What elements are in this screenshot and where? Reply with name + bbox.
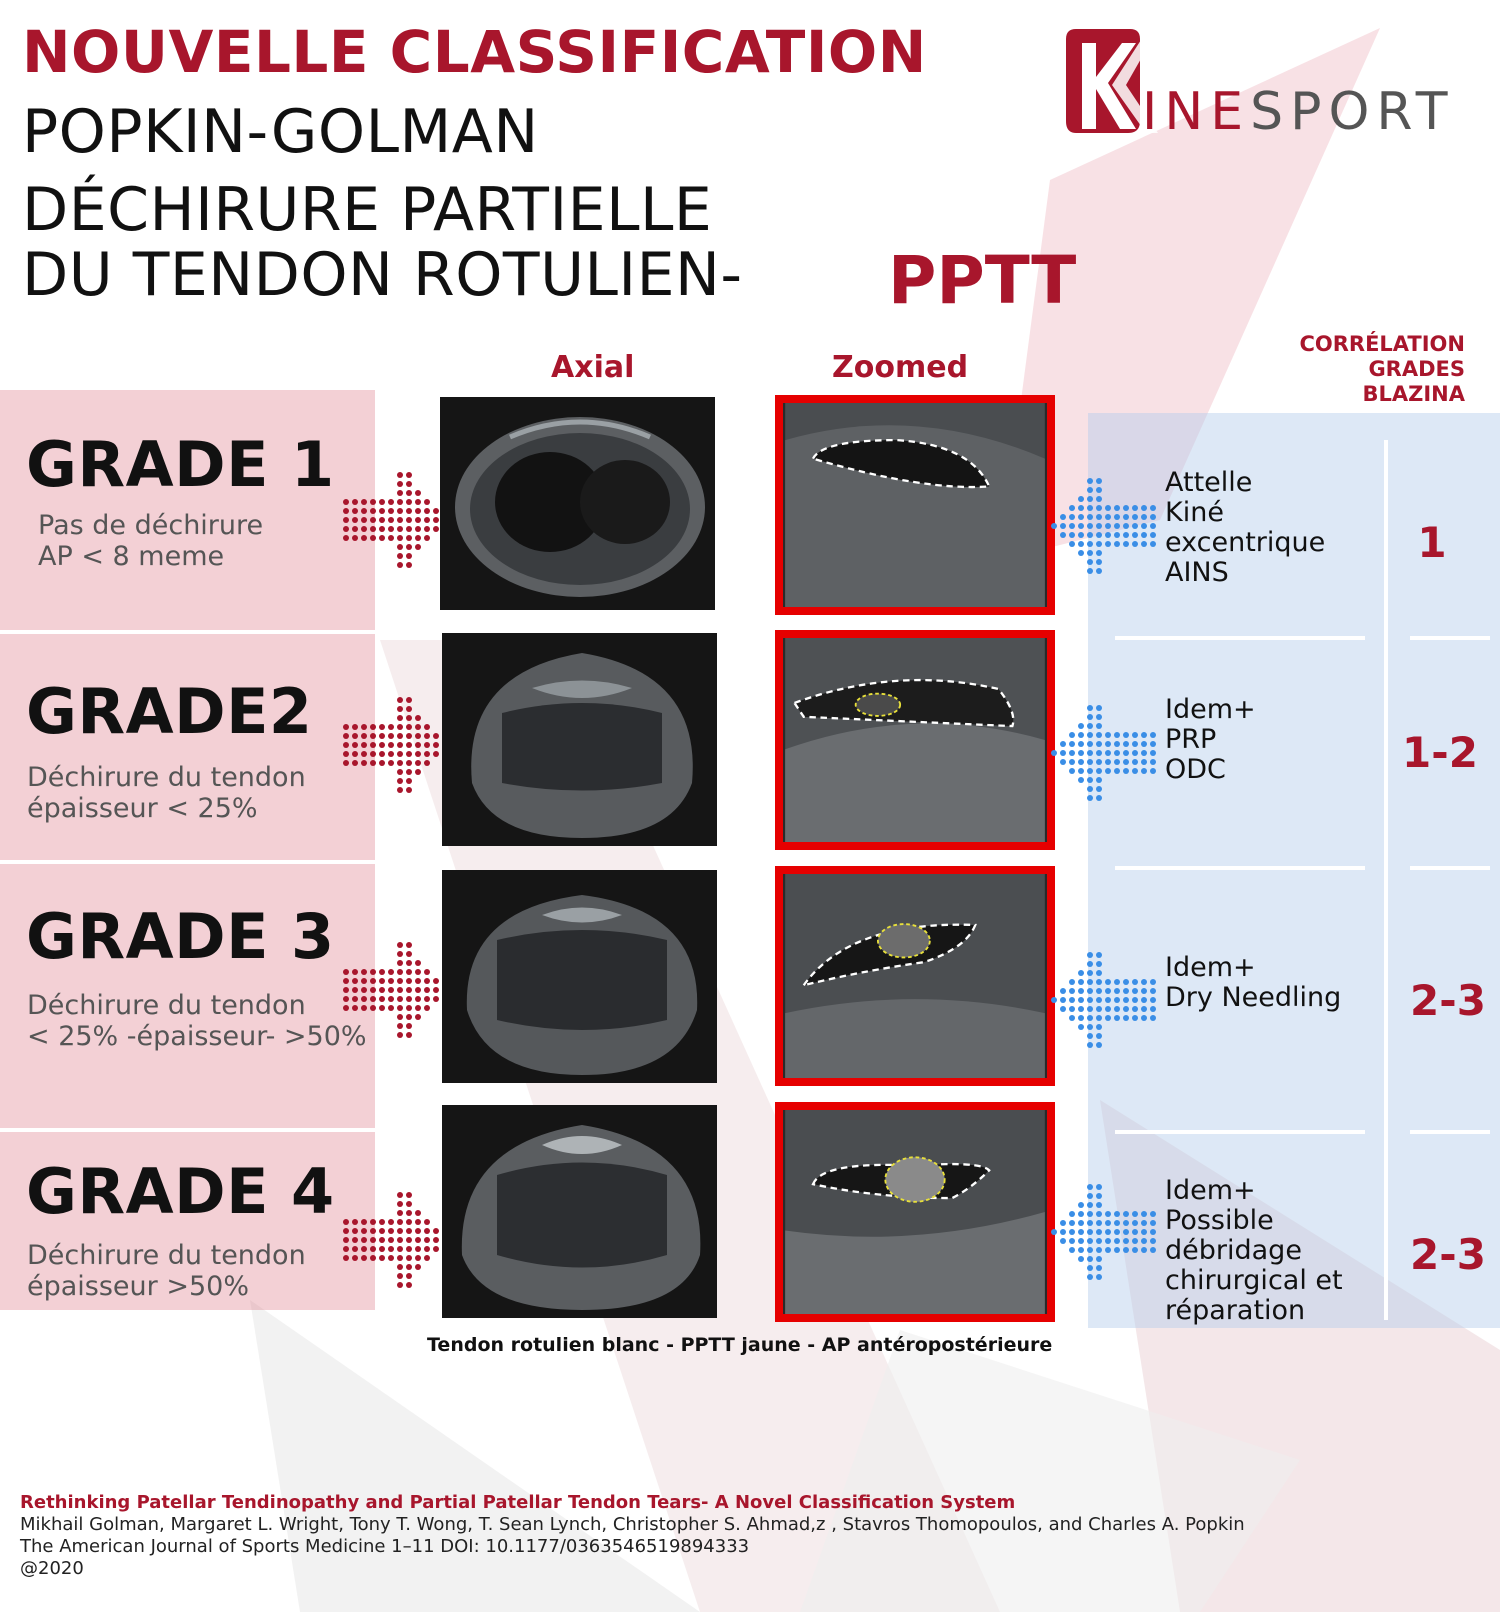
grade-2-title: GRADE2 [26,675,313,748]
grade-1-title: GRADE 1 [26,428,335,501]
grade-separator [0,1128,375,1132]
axial-mri-grade-1 [440,397,715,610]
arrow-left-dots-icon [1048,703,1168,803]
title-line-4: DU TENDON ROTULIEN- [22,240,743,310]
treatment-grade-4: Idem+ Possible débridage chirurgical et réparation [1165,1175,1343,1326]
grade-separator [0,630,375,634]
treatment-separator [1410,636,1490,640]
blazina-grade-1: 1 [1417,518,1447,567]
blazina-grade-4: 2-3 [1410,1230,1486,1279]
arrow-left-dots-icon [1048,1182,1168,1282]
title-line-2: POPKIN-GOLMAN [22,97,539,167]
treatment-grade-3: Idem+ Dry Needling [1165,952,1342,1013]
treatment-separator [1115,866,1365,870]
axial-mri-grade-2 [442,633,717,846]
grade-1-description: Pas de déchirure AP < 8 meme [38,510,264,572]
title-line-3: DÉCHIRURE PARTIELLE [22,175,713,245]
treatment-separator [1410,1130,1490,1134]
title-main: NOUVELLE CLASSIFICATION [22,18,927,86]
treatment-grade-2: Idem+ PRP ODC [1165,694,1256,785]
column-header-axial: Axial [551,350,635,385]
grade-4-title: GRADE 4 [26,1155,335,1228]
axial-mri-grade-3 [442,870,717,1083]
column-header-correlation: CORRÉLATION GRADES BLAZINA [1299,332,1465,406]
reference-year: @2020 [20,1558,84,1579]
zoomed-mri-grade-3 [775,866,1055,1086]
grade-2-description: Déchirure du tendon épaisseur < 25% [27,762,306,824]
reference-authors: Mikhail Golman, Margaret L. Wright, Tony T. Wong, T. Sean Lynch, Christopher S. Ahmad,z , Stavros Thomopoulos, and Charles A. Popkin [20,1514,1245,1535]
zoomed-mri-grade-2 [775,630,1055,850]
image-caption: Tendon rotulien blanc - PPTT jaune - AP antéropostérieure [427,1334,1053,1356]
axial-mri-grade-4 [442,1105,717,1318]
grade-3-description: Déchirure du tendon < 25% -épaisseur- >50% [27,990,367,1052]
logo-text: INESPORT [1142,82,1455,142]
blazina-grade-3: 2-3 [1410,976,1486,1025]
treatment-divider [1384,440,1388,1320]
arrow-left-dots-icon [1048,476,1168,576]
grade-separator [0,860,375,864]
treatment-separator [1115,1130,1365,1134]
treatment-separator [1115,636,1365,640]
reference-title: Rethinking Patellar Tendinopathy and Partial Patellar Tendon Tears- A Novel Classification System [20,1492,1016,1513]
zoomed-mri-grade-1 [775,395,1055,615]
zoomed-mri-grade-4 [775,1102,1055,1322]
treatment-grade-1: Attelle Kiné excentrique AINS [1165,467,1326,588]
column-header-zoomed: Zoomed [832,350,969,385]
title-highlight: PPTT [888,242,1077,319]
grade-3-title: GRADE 3 [26,900,335,973]
blazina-grade-2: 1-2 [1402,728,1478,777]
treatment-separator [1410,866,1490,870]
arrow-left-dots-icon [1048,950,1168,1050]
grade-4-description: Déchirure du tendon épaisseur >50% [27,1240,306,1302]
reference-journal: The American Journal of Sports Medicine 1–11 DOI: 10.1177/0363546519894333 [20,1536,750,1557]
